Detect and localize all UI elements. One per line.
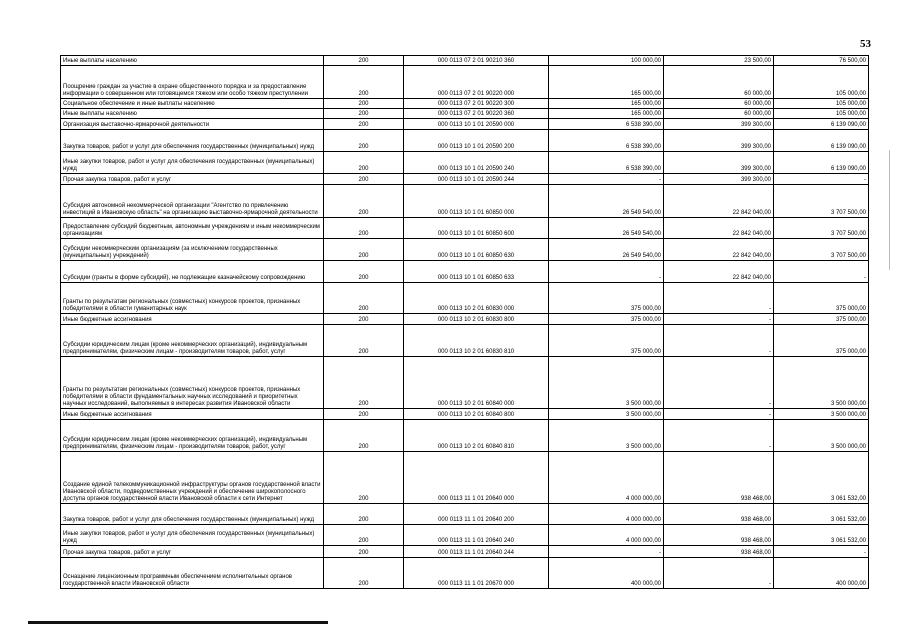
row-executed: - (664, 314, 774, 325)
row-unexecuted: 3 500 000,00 (774, 420, 869, 452)
table-row (61, 525, 869, 546)
row-name: Организация выставочно-ярмарочной деятельности (61, 119, 324, 130)
row-line-code: 200 (324, 525, 404, 546)
row-executed: 399 300,00 (664, 119, 774, 130)
row-unexecuted: 375 000,00 (774, 314, 869, 325)
row-unexecuted: - (774, 546, 869, 558)
row-unexecuted: 3 707 500,00 (774, 239, 869, 261)
row-unexecuted: 6 139 090,00 (774, 119, 869, 130)
row-budget-code: 000 0113 11 1 01 20640 200 (404, 504, 549, 525)
row-executed: 22 842 040,00 (664, 239, 774, 261)
row-executed: - (664, 409, 774, 420)
row-executed: - (664, 357, 774, 409)
page-number: 53 (860, 38, 871, 50)
row-executed: - (664, 283, 774, 314)
row-unexecuted: 105 000,00 (774, 99, 869, 109)
row-approved: 3 500 000,00 (549, 357, 664, 409)
row-line-code: 200 (324, 409, 404, 420)
row-unexecuted: 3 500 000,00 (774, 409, 869, 420)
row-line-code: 200 (324, 130, 404, 152)
row-budget-code: 000 0113 10 2 01 60840 000 (404, 357, 549, 409)
row-approved: 375 000,00 (549, 325, 664, 357)
row-executed: 60 000,00 (664, 66, 774, 99)
row-name: Гранты по результатам региональных (совместных) конкурсов проектов, признанных победителями в области фундаментальных научных исследований и приоритетных научных исследований, выполняемых в интересах развития Ивановской области (61, 357, 324, 409)
row-unexecuted: 375 000,00 (774, 325, 869, 357)
row-name: Иные выплаты населению (61, 56, 324, 66)
table-row (61, 109, 869, 119)
row-unexecuted: 6 139 090,00 (774, 130, 869, 152)
row-line-code: 200 (324, 261, 404, 283)
row-executed: 938 468,00 (664, 452, 774, 504)
row-line-code: 200 (324, 185, 404, 218)
row-line-code: 200 (324, 314, 404, 325)
row-budget-code: 000 0113 10 1 01 20590 240 (404, 152, 549, 174)
row-executed: 22 842 040,00 (664, 218, 774, 239)
table-row (61, 452, 869, 504)
margin-mark (889, 150, 890, 270)
row-approved: 26 549 540,00 (549, 218, 664, 239)
table-row (61, 152, 869, 174)
row-unexecuted: 3 707 500,00 (774, 218, 869, 239)
row-line-code: 200 (324, 152, 404, 174)
row-line-code: 200 (324, 109, 404, 119)
row-approved: 26 549 540,00 (549, 239, 664, 261)
row-line-code: 200 (324, 56, 404, 66)
row-approved: 3 500 000,00 (549, 420, 664, 452)
row-name: Создание единой телекоммуникационной инфраструктуры органов государственной власти Ивановской области, подведомственных учреждений и обеспечение широкополосного доступа органов государственной власти Ивановской области к сети Интернет (61, 452, 324, 504)
row-unexecuted: 400 000,00 (774, 558, 869, 589)
table-row (61, 66, 869, 99)
row-line-code: 200 (324, 452, 404, 504)
table-row (61, 409, 869, 420)
row-name: Прочая закупка товаров, работ и услуг (61, 174, 324, 185)
row-budget-code: 000 0113 10 1 01 60850 000 (404, 185, 549, 218)
row-unexecuted: 6 139 090,00 (774, 152, 869, 174)
row-unexecuted: 3 707 500,00 (774, 185, 869, 218)
row-approved: 165 000,00 (549, 99, 664, 109)
row-approved: 6 538 390,00 (549, 119, 664, 130)
row-unexecuted: 105 000,00 (774, 66, 869, 99)
row-budget-code: 000 0113 10 1 01 20590 244 (404, 174, 549, 185)
row-line-code: 200 (324, 504, 404, 525)
row-unexecuted: 105 000,00 (774, 109, 869, 119)
row-line-code: 200 (324, 174, 404, 185)
row-executed: 23 500,00 (664, 56, 774, 66)
table-row (61, 357, 869, 409)
row-unexecuted: - (774, 174, 869, 185)
table-row (61, 325, 869, 357)
row-approved: 4 000 000,00 (549, 525, 664, 546)
row-budget-code: 000 0113 07 2 01 90220 300 (404, 99, 549, 109)
row-approved: 165 000,00 (549, 66, 664, 99)
row-approved: 400 000,00 (549, 558, 664, 589)
row-executed: 60 000,00 (664, 99, 774, 109)
row-budget-code: 000 0113 10 2 01 60840 800 (404, 409, 549, 420)
row-approved: - (549, 174, 664, 185)
row-executed: 399 300,00 (664, 152, 774, 174)
row-line-code: 200 (324, 357, 404, 409)
row-name: Иные закупки товаров, работ и услуг для обеспечения государственных (муниципальных) нужд (61, 525, 324, 546)
row-budget-code: 000 0113 10 2 01 60830 000 (404, 283, 549, 314)
footer-rule (28, 621, 328, 624)
row-executed: 938 468,00 (664, 546, 774, 558)
table-row (61, 99, 869, 109)
row-line-code: 200 (324, 119, 404, 130)
row-line-code: 200 (324, 218, 404, 239)
row-approved: 6 538 390,00 (549, 152, 664, 174)
row-approved: 26 549 540,00 (549, 185, 664, 218)
row-approved: 375 000,00 (549, 283, 664, 314)
table-row (61, 314, 869, 325)
row-approved: - (549, 261, 664, 283)
row-unexecuted: 3 061 532,00 (774, 452, 869, 504)
table-row (61, 558, 869, 589)
row-budget-code: 000 0113 11 1 01 20640 244 (404, 546, 549, 558)
table-row (61, 283, 869, 314)
row-budget-code: 000 0113 10 1 01 60850 630 (404, 239, 549, 261)
row-executed: 22 842 040,00 (664, 185, 774, 218)
row-budget-code: 000 0113 10 1 01 20590 000 (404, 119, 549, 130)
table-row (61, 218, 869, 239)
row-executed: - (664, 325, 774, 357)
table-row (61, 239, 869, 261)
table-row (61, 119, 869, 130)
row-approved: 3 500 000,00 (549, 409, 664, 420)
row-budget-code: 000 0113 10 2 01 60830 800 (404, 314, 549, 325)
row-line-code: 200 (324, 239, 404, 261)
row-budget-code: 000 0113 11 1 01 20640 240 (404, 525, 549, 546)
row-executed: 22 842 040,00 (664, 261, 774, 283)
row-executed: 60 000,00 (664, 109, 774, 119)
row-approved: 165 000,00 (549, 109, 664, 119)
row-name: Субсидия автономной некоммерческой организации "Агентство по привлечению инвестиций в Ивановскую область" на организацию выставочно-ярмарочной деятельности (61, 185, 324, 218)
row-name: Субсидии некоммерческим организациям (за исключением государственных (муниципальных) учреждений) (61, 239, 324, 261)
row-name: Иные закупки товаров, работ и услуг для обеспечения государственных (муниципальных) нужд (61, 152, 324, 174)
row-budget-code: 000 0113 07 2 01 90220 000 (404, 66, 549, 99)
row-name: Поощрение граждан за участие в охране общественного порядка и за предоставление информации о совершенном или готовящемся тяжком или особо тяжком преступлении (61, 66, 324, 99)
row-name: Субсидии юридическим лицам (кроме некоммерческих организаций), индивидуальным предпринимателям, физическим лицам - производителям товаров, работ, услуг (61, 325, 324, 357)
row-line-code: 200 (324, 558, 404, 589)
row-unexecuted: 3 061 532,00 (774, 525, 869, 546)
row-approved: 375 000,00 (549, 314, 664, 325)
row-budget-code: 000 0113 10 2 01 60840 810 (404, 420, 549, 452)
row-executed: - (664, 558, 774, 589)
table-row (61, 420, 869, 452)
row-budget-code: 000 0113 10 2 01 60830 810 (404, 325, 549, 357)
row-name: Субсидии (гранты в форме субсидий), не подлежащие казначейскому сопровождению (61, 261, 324, 283)
row-name: Иные бюджетные ассигнования (61, 409, 324, 420)
row-line-code: 200 (324, 99, 404, 109)
row-executed: 399 300,00 (664, 130, 774, 152)
row-budget-code: 000 0113 07 2 01 90210 360 (404, 56, 549, 66)
row-unexecuted: 3 500 000,00 (774, 357, 869, 409)
row-approved: 4 000 000,00 (549, 504, 664, 525)
row-name: Социальное обеспечение и иные выплаты населению (61, 99, 324, 109)
table-row (61, 130, 869, 152)
row-line-code: 200 (324, 546, 404, 558)
row-executed: - (664, 420, 774, 452)
row-name: Оснащение лицензионным программным обеспечением исполнительных органов государственной власти Ивановской области (61, 558, 324, 589)
row-name: Закупка товаров, работ и услуг для обеспечения государственных (муниципальных) нужд (61, 130, 324, 152)
row-name: Гранты по результатам региональных (совместных) конкурсов проектов, признанных победителями в области гуманитарных наук (61, 283, 324, 314)
table-row (61, 504, 869, 525)
table-row (61, 185, 869, 218)
row-executed: 399 300,00 (664, 174, 774, 185)
row-budget-code: 000 0113 10 1 01 20590 200 (404, 130, 549, 152)
row-line-code: 200 (324, 325, 404, 357)
row-unexecuted: 375 000,00 (774, 283, 869, 314)
row-line-code: 200 (324, 283, 404, 314)
row-unexecuted: 76 500,00 (774, 56, 869, 66)
row-approved: 100 000,00 (549, 56, 664, 66)
row-budget-code: 000 0113 10 1 01 60850 600 (404, 218, 549, 239)
row-name: Закупка товаров, работ и услуг для обеспечения государственных (муниципальных) нужд (61, 504, 324, 525)
row-name: Субсидии юридическим лицам (кроме некоммерческих организаций), индивидуальным предпринимателям, физическим лицам - производителям товаров, работ, услуг (61, 420, 324, 452)
row-budget-code: 000 0113 10 1 01 60850 633 (404, 261, 549, 283)
row-name: Иные выплаты населению (61, 109, 324, 119)
row-line-code: 200 (324, 66, 404, 99)
row-approved: 4 000 000,00 (549, 452, 664, 504)
table-row (61, 174, 869, 185)
table-row (61, 261, 869, 283)
row-approved: 6 538 390,00 (549, 130, 664, 152)
row-budget-code: 000 0113 11 1 01 20640 000 (404, 452, 549, 504)
row-executed: 938 468,00 (664, 525, 774, 546)
budget-execution-table (60, 55, 869, 589)
table-row (61, 546, 869, 558)
row-line-code: 200 (324, 420, 404, 452)
row-unexecuted: 3 061 532,00 (774, 504, 869, 525)
table-row (61, 56, 869, 66)
row-budget-code: 000 0113 07 2 01 90220 360 (404, 109, 549, 119)
row-approved: - (549, 546, 664, 558)
row-name: Иные бюджетные ассигнования (61, 314, 324, 325)
row-name: Предоставление субсидий бюджетным, автономным учреждениям и иным некоммерческим организациям (61, 218, 324, 239)
row-unexecuted: - (774, 261, 869, 283)
row-budget-code: 000 0113 11 1 01 20670 000 (404, 558, 549, 589)
row-executed: 938 468,00 (664, 504, 774, 525)
row-name: Прочая закупка товаров, работ и услуг (61, 546, 324, 558)
